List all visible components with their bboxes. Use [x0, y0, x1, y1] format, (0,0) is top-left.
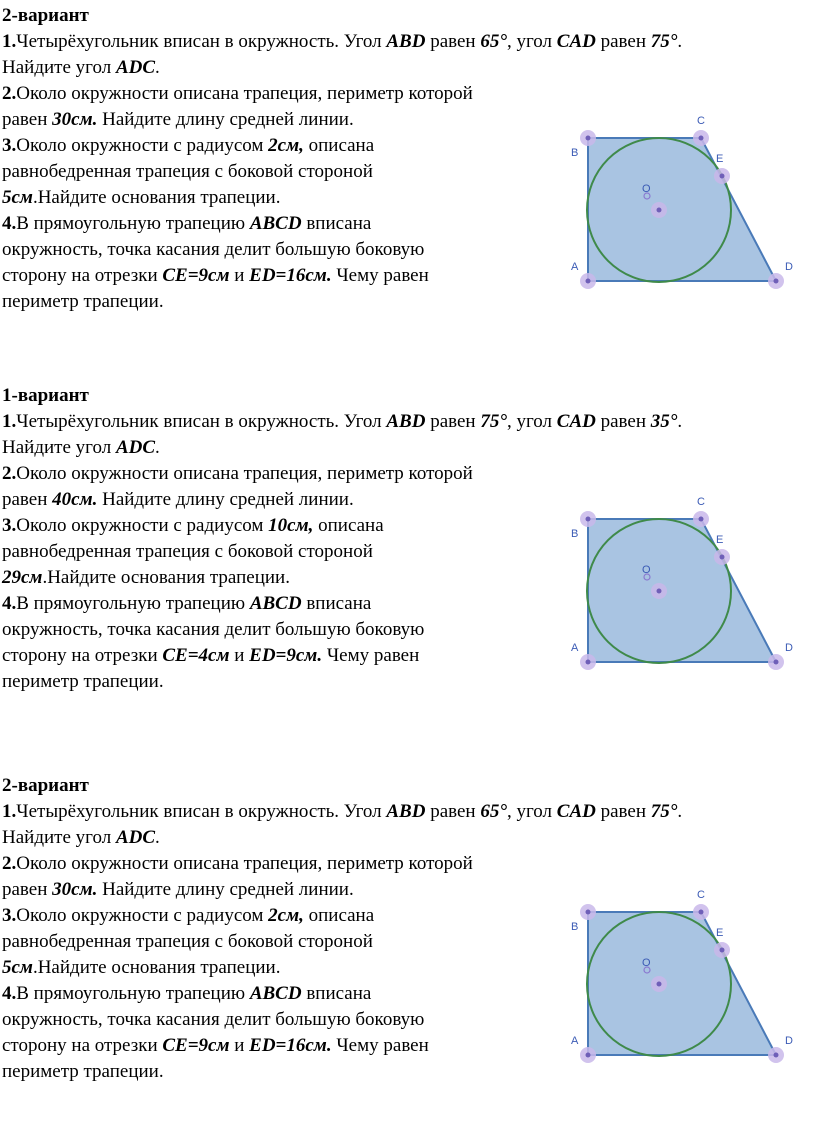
trapezoid-shape	[588, 519, 776, 662]
label-a: A	[571, 642, 579, 654]
problem-4-line-2: окружность, точка касания делит большую боковую	[2, 619, 425, 640]
point-c	[699, 517, 704, 522]
label-b: B	[571, 528, 579, 540]
point-c	[699, 910, 704, 915]
problem-4-line-4: периметр трапеции.	[2, 671, 164, 692]
problem-1-line-1: 1.Четырёхугольник вписан в окружность. Угол ABD равен 65°, угол CAD равен 75°.	[2, 801, 683, 822]
variant-block	[0, 773, 816, 1093]
trapezoid-shape	[588, 912, 776, 1055]
label-o: O	[642, 183, 651, 195]
point-d	[774, 1053, 779, 1058]
trapezoid-figure	[560, 491, 800, 681]
center-point	[657, 589, 662, 594]
problem-4-line-3: сторону на отрезки CE=9см и ED=16см. Чему равен	[2, 1035, 429, 1056]
problem-2-line-1: 2.Около окружности описана трапеция, периметр которой	[2, 83, 473, 104]
problem-2-line-2: равен 30см. Найдите длину средней линии.	[2, 109, 354, 130]
label-d: D	[785, 642, 793, 654]
problem-2-line-2: равен 30см. Найдите длину средней линии.	[2, 879, 354, 900]
label-b: B	[571, 147, 579, 159]
variant-block	[0, 383, 816, 703]
point-e	[720, 555, 725, 560]
variant-title: 2-вариант	[2, 5, 89, 26]
point-e	[720, 174, 725, 179]
label-a: A	[571, 261, 579, 273]
point-a	[586, 279, 591, 284]
problem-3-line-3: 29см.Найдите основания трапеции.	[2, 567, 290, 588]
label-c: C	[697, 115, 705, 127]
label-e: E	[716, 927, 724, 939]
trapezoid-shape	[588, 138, 776, 281]
label-o: O	[642, 564, 651, 576]
center-point	[657, 982, 662, 987]
problem-3-line-2: равнобедренная трапеция с боковой стороной	[2, 541, 373, 562]
label-e: E	[716, 153, 724, 165]
label-b: B	[571, 921, 579, 933]
problem-3-line-2: равнобедренная трапеция с боковой стороной	[2, 931, 373, 952]
problem-4-line-4: периметр трапеции.	[2, 1061, 164, 1082]
problem-3-line-2: равнобедренная трапеция с боковой стороной	[2, 161, 373, 182]
problem-1-line-1: 1.Четырёхугольник вписан в окружность. Угол ABD равен 65°, угол CAD равен 75°.	[2, 31, 683, 52]
problem-1-line-2: Найдите угол ADC.	[2, 437, 160, 458]
variant-title: 2-вариант	[2, 775, 89, 796]
trapezoid-figure	[560, 110, 800, 300]
problem-4-line-3: сторону на отрезки CE=9см и ED=16см. Чему равен	[2, 265, 429, 286]
point-b	[586, 910, 591, 915]
point-a	[586, 1053, 591, 1058]
problem-4-line-1: 4.В прямоугольную трапецию ABCD вписана	[2, 983, 372, 1004]
label-d: D	[785, 261, 793, 273]
point-a	[586, 660, 591, 665]
point-c	[699, 136, 704, 141]
problem-2-line-1: 2.Около окружности описана трапеция, периметр которой	[2, 853, 473, 874]
problem-1-line-2: Найдите угол ADC.	[2, 827, 160, 848]
point-b	[586, 517, 591, 522]
point-e	[720, 948, 725, 953]
problem-4-line-1: 4.В прямоугольную трапецию ABCD вписана	[2, 593, 372, 614]
problem-3-line-1: 3.Около окружности с радиусом 10см, описана	[2, 515, 384, 536]
label-d: D	[785, 1035, 793, 1047]
problem-3-line-1: 3.Около окружности с радиусом 2см, описана	[2, 905, 375, 926]
problem-2-line-1: 2.Около окружности описана трапеция, периметр которой	[2, 463, 473, 484]
label-a: A	[571, 1035, 579, 1047]
problem-2-line-2: равен 40см. Найдите длину средней линии.	[2, 489, 354, 510]
trapezoid-figure	[560, 884, 800, 1074]
problem-3-line-3: 5см.Найдите основания трапеции.	[2, 957, 281, 978]
label-e: E	[716, 534, 724, 546]
label-c: C	[697, 496, 705, 508]
problem-4-line-2: окружность, точка касания делит большую боковую	[2, 1009, 425, 1030]
variant-block	[0, 3, 816, 323]
center-point	[657, 208, 662, 213]
point-b	[586, 136, 591, 141]
label-c: C	[697, 889, 705, 901]
variant-title: 1-вариант	[2, 385, 89, 406]
problem-1-line-2: Найдите угол ADC.	[2, 57, 160, 78]
problem-4-line-2: окружность, точка касания делит большую боковую	[2, 239, 425, 260]
point-d	[774, 279, 779, 284]
point-d	[774, 660, 779, 665]
problem-3-line-3: 5см.Найдите основания трапеции.	[2, 187, 281, 208]
problem-4-line-3: сторону на отрезки CE=4см и ED=9см. Чему равен	[2, 645, 420, 666]
problem-3-line-1: 3.Около окружности с радиусом 2см, описана	[2, 135, 375, 156]
problem-4-line-1: 4.В прямоугольную трапецию ABCD вписана	[2, 213, 372, 234]
label-o: O	[642, 957, 651, 969]
problem-4-line-4: периметр трапеции.	[2, 291, 164, 312]
problem-1-line-1: 1.Четырёхугольник вписан в окружность. Угол ABD равен 75°, угол CAD равен 35°.	[2, 411, 683, 432]
